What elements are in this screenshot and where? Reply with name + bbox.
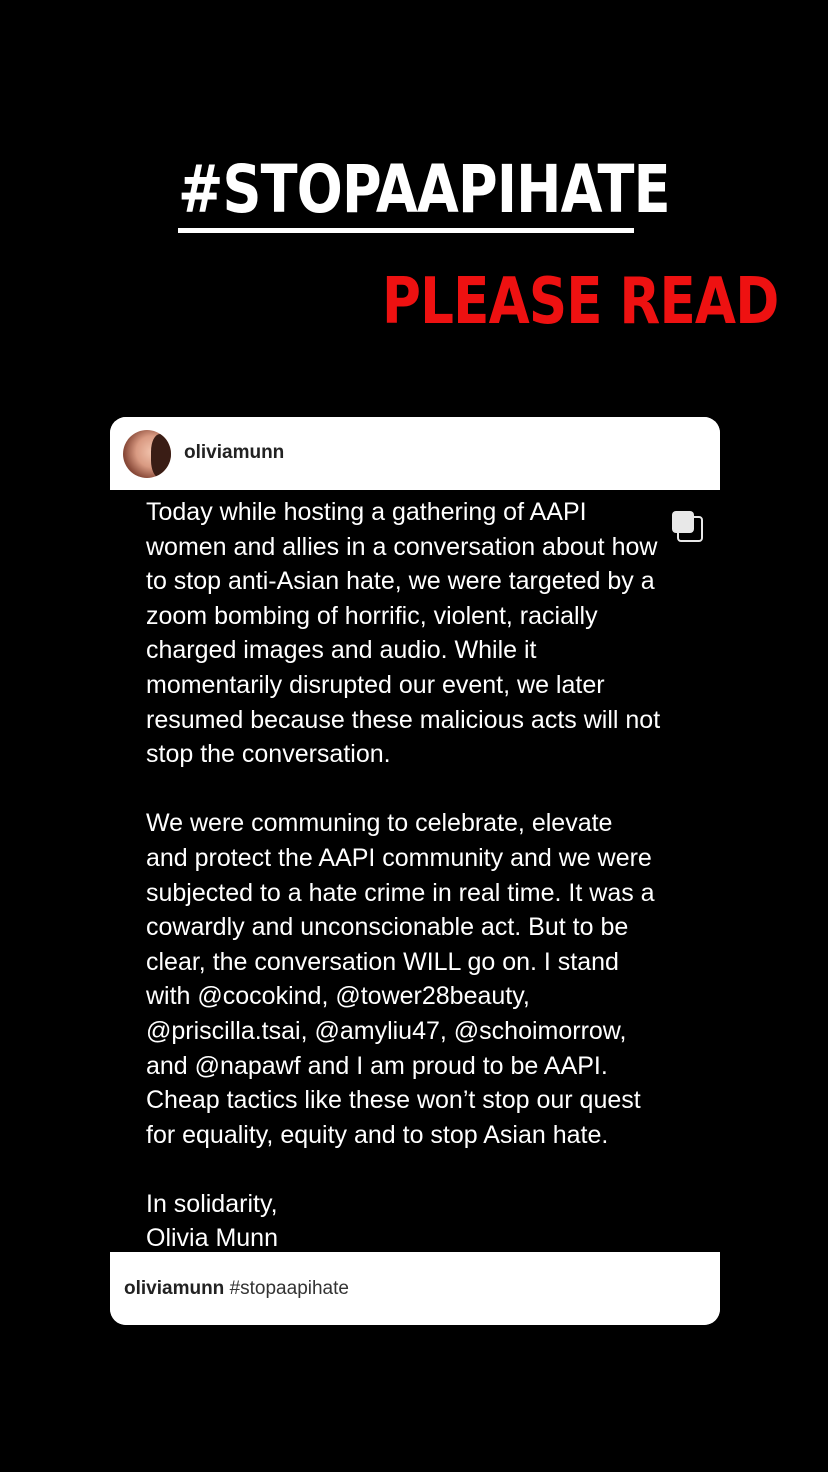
instagram-post-card[interactable]	[110, 417, 720, 1325]
headline-underline	[178, 228, 634, 233]
story-headline: #STOPAAPIHATE	[178, 151, 670, 228]
post-username[interactable]: oliviamunn	[184, 442, 285, 463]
post-image[interactable]	[110, 490, 720, 1252]
avatar[interactable]	[123, 430, 171, 478]
post-body-text: Today while hosting a gathering of AAPI women and allies in a conversation about how to stop anti-Asian hate, we were targeted by a zoom bombing of horrific, violent, racially charged images and audio. While it momentarily disrupted our event, we later resumed because these malicious acts will not stop the conversation. We were communing to celebrate, elevate and protect the AAPI community and we were subjected to a hate crime in real time. It was a cowardly and unconscionable act. But to be clear, the conversation WILL go on. I stand with @cocokind, @tower28beauty, @priscilla.tsai, @amyliu47, @schoimorrow, and @napawf and I am proud to be AAPI. Cheap tactics like these won’t stop our quest for equality, equity and to stop Asian hate. In solidarity, Olivia Munn	[146, 498, 661, 1253]
carousel-multiple-icon	[672, 511, 702, 541]
avatar-hair	[151, 434, 171, 478]
post-header	[110, 417, 720, 490]
post-caption	[124, 1277, 349, 1301]
story-subhead: PLEASE READ	[382, 265, 779, 339]
post-footer	[110, 1252, 720, 1325]
carousel-front-square	[672, 511, 694, 533]
caption-username[interactable]: oliviamunn	[124, 1278, 225, 1299]
caption-hashtag[interactable]: #stopaapihate	[229, 1278, 349, 1299]
